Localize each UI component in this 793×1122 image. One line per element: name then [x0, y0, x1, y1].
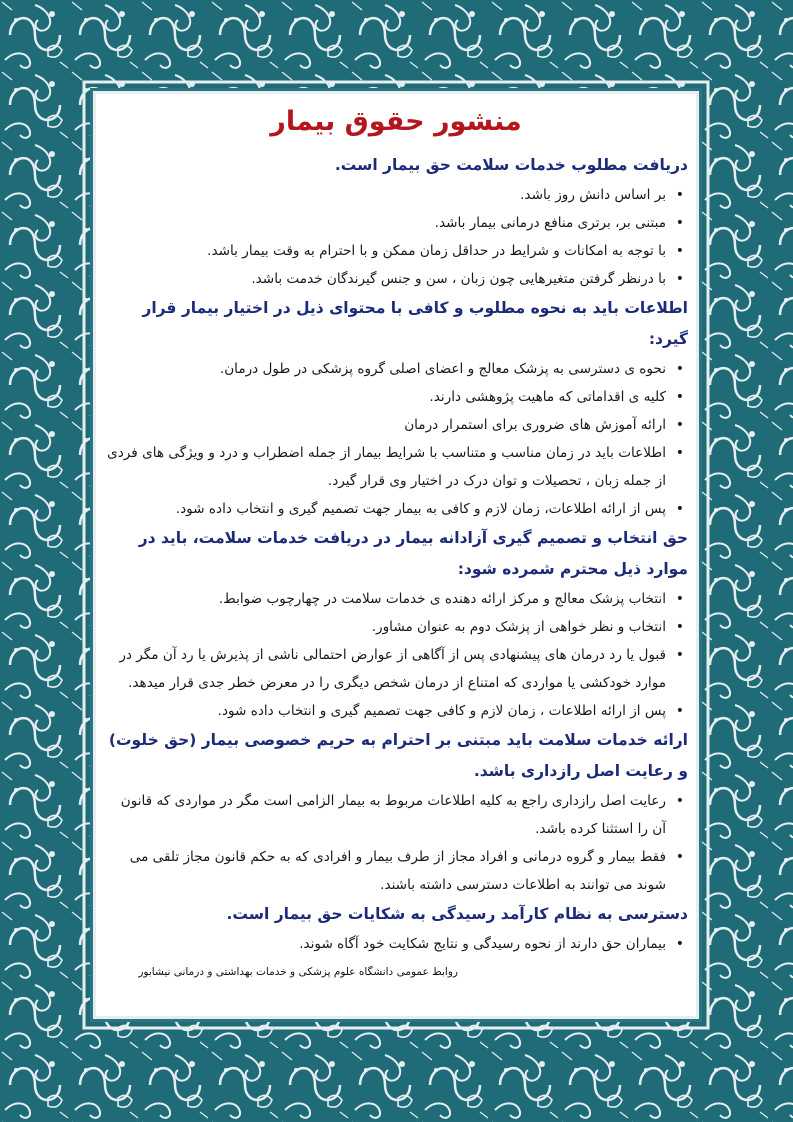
list-item: • مبتنی بر، برتری منافع درمانی بیمار باشد.: [104, 209, 666, 237]
section-list: [104, 930, 688, 958]
charter-content: [104, 100, 688, 980]
section-heading: دسترسی به نظام کارآمد رسیدگی به شکایات حق بیمار است.: [226, 905, 688, 923]
section-heading: حق انتخاب و تصمیم گیری آزادانه بیمار در دریافت خدمات سلامت، باید در موارد ذیل محترم شمرده شود:: [138, 529, 688, 578]
list-item: • بیماران حق دارند از نحوه رسیدگی و نتایج شکایت خود آگاه شوند.: [104, 930, 666, 958]
section-3: [104, 523, 688, 725]
section-list: [104, 585, 688, 725]
footer-credit: روابط عمومی دانشگاه علوم پزشکی و خدمات بهداشتی و درمانی نیشابور: [138, 966, 458, 978]
list-item: • پس از ارائه اطلاعات، زمان لازم و کافی به بیمار جهت تصمیم گیری و انتخاب داده شود.: [104, 495, 666, 523]
section-list: [104, 355, 688, 523]
page-title: منشور حقوق بیمار: [270, 106, 522, 137]
section-1: [104, 150, 688, 293]
section-list: [104, 787, 688, 899]
section-2: [104, 293, 688, 523]
section-heading: ارائه خدمات سلامت باید مبتنی بر احترام به حریم خصوصی بیمار (حق خلوت) و رعایت اصل رازداری باشد.: [108, 731, 688, 780]
section-heading: اطلاعات باید به نحوه مطلوب و کافی با محتوای ذیل در اختیار بیمار قرار گیرد:: [142, 299, 688, 348]
list-item: • بر اساس دانش روز باشد.: [104, 181, 666, 209]
list-item: • با درنظر گرفتن متغیرهایی چون زبان ، سن و جنس گیرندگان خدمت باشد.: [104, 265, 666, 293]
list-item: • قبول یا رد درمان های پیشنهادی پس از آگاهی از عوارض احتمالی ناشی از پذیرش یا رد آن مگر در موارد خودکشی یا مواردی که امتناع از درمان شخص دیگری را در معرض خطر جدی قرار میدهد.: [104, 641, 666, 697]
list-item: • ارائه آموزش های ضروری برای استمرار درمان: [104, 411, 666, 439]
list-item: • رعایت اصل رازداری راجع به کلیه اطلاعات مربوط به بیمار الزامی است مگر در مواردی که قانون آن را استثنا کرده باشد.: [104, 787, 666, 843]
list-item: • انتخاب و نظر خواهی از پزشک دوم به عنوان مشاور.: [104, 613, 666, 641]
list-item: • کلیه ی اقداماتی که ماهیت پژوهشی دارند.: [104, 383, 666, 411]
section-5: [104, 899, 688, 958]
list-item: • پس از ارائه اطلاعات ، زمان لازم و کافی جهت تصمیم گیری و انتخاب داده شود.: [104, 697, 666, 725]
section-heading: دریافت مطلوب خدمات سلامت حق بیمار است.: [334, 156, 688, 174]
list-item: • انتخاب پزشک معالج و مرکز ارائه دهنده ی خدمات سلامت در چهارچوب ضوابط.: [104, 585, 666, 613]
list-item: • اطلاعات باید در زمان مناسب و متناسب با شرایط بیمار از جمله اضطراب و درد و ویژگی های فردی از جمله زبان ، تحصیلات و توان درک در اختیار وی قرار گیرد.: [104, 439, 666, 495]
list-item: • با توجه به امکانات و شرایط در حداقل زمان ممکن و با احترام به وقت بیمار باشد.: [104, 237, 666, 265]
section-4: [104, 725, 688, 899]
list-item: • فقط بیمار و گروه درمانی و افراد مجاز از طرف بیمار و افرادی که به حکم قانون مجاز تلقی می شوند می توانند به اطلاعات دسترسی داشته باشند.: [104, 843, 666, 899]
section-list: [104, 181, 688, 293]
list-item: • نحوه ی دسترسی به پزشک معالج و اعضای اصلی گروه پزشکی در طول درمان.: [104, 355, 666, 383]
